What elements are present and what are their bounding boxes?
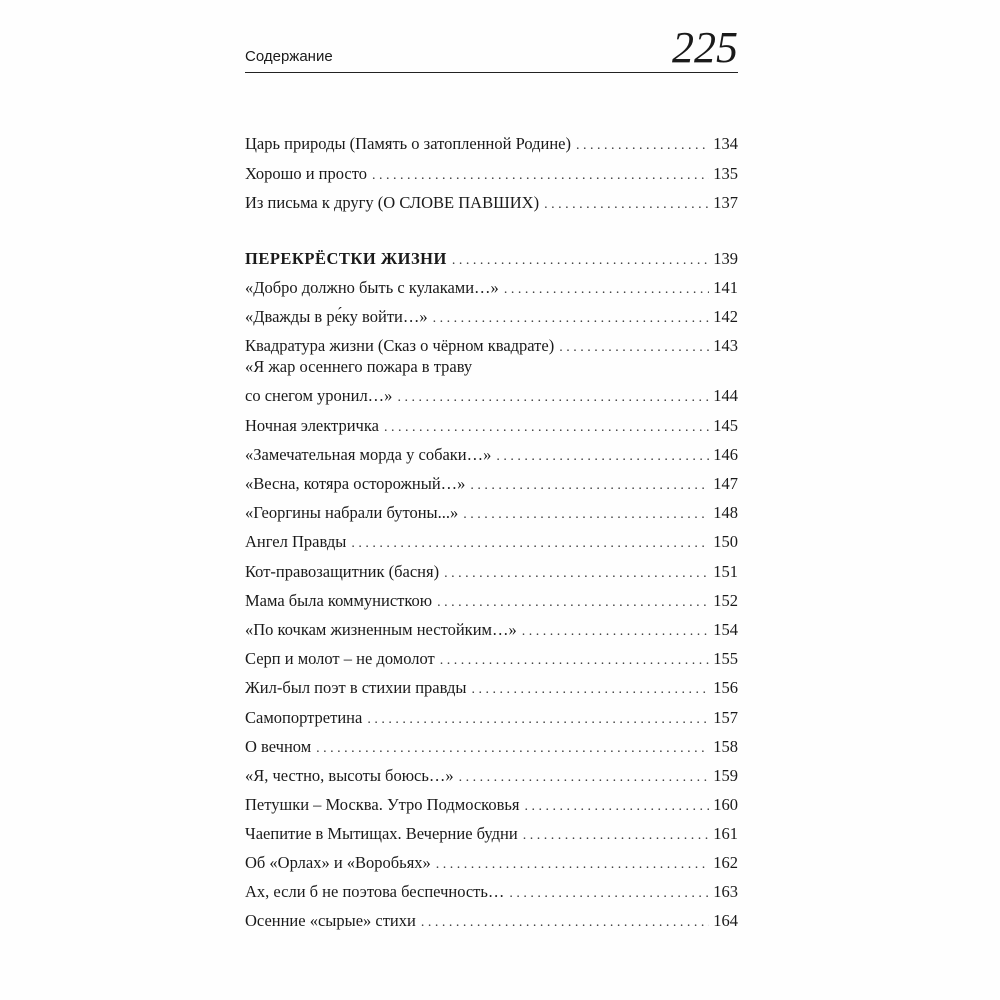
toc-entry-title-line1: «Я жар осеннего пожара в траву [245,357,473,376]
toc-entry [245,445,738,467]
toc-entry-page: 163 [713,882,738,901]
toc-entry [245,795,738,817]
dot-leader [367,710,709,730]
toc-entry-page: 157 [713,708,738,727]
toc-entry-page: 142 [713,307,738,326]
dot-leader [372,166,709,186]
toc-entry [245,193,738,215]
toc-entry-page: 139 [713,249,738,268]
toc-entry-page: 161 [713,824,738,843]
toc-entry [245,824,738,846]
toc-entry-page: 162 [713,853,738,872]
toc-entry-title: Самопортретина [245,708,363,727]
dot-leader [436,855,709,875]
dot-leader [444,564,709,584]
toc-entry-page: 145 [713,416,738,435]
running-header [245,23,738,72]
toc-entry-page: 137 [713,193,738,212]
toc-entry-title: Ах, если б не поэтова беспечность… [245,882,505,901]
dot-leader [351,534,709,554]
toc-entry-title: со снегом уронил…» [245,386,393,405]
dot-leader [437,593,709,613]
dot-leader [523,826,710,846]
toc-entry-page: 160 [713,795,738,814]
toc-entry-page: 158 [713,737,738,756]
dot-leader [452,251,709,271]
toc-entry-page: 146 [713,445,738,464]
toc-entry-page: 134 [713,134,738,153]
toc-entry-title: Серп и молот – не домолот [245,649,435,668]
toc-entry-page: 164 [713,911,738,930]
dot-leader [316,739,709,759]
page-number: 225 [672,23,738,72]
toc-entry-title: Ангел Правды [245,532,347,551]
toc-entry [245,307,738,329]
toc-entry [245,591,738,613]
toc-entry [245,503,738,525]
toc-entry-page: 144 [713,386,738,405]
toc-entry-title: Царь природы (Память о затопленной Родине) [245,134,572,153]
toc-entry [245,649,738,671]
toc-entry [245,766,738,788]
toc-entry-page: 152 [713,591,738,610]
toc-entry-page: 155 [713,649,738,668]
toc-entry-title: Осенние «сырые» стихи [245,911,416,930]
toc-entry [245,278,738,300]
toc-entry-title: «Добро должно быть с кулаками…» [245,278,499,297]
toc-entry-title: Кот-правозащитник (басня) [245,562,440,581]
toc-entry [245,853,738,875]
toc-entry-page: 156 [713,678,738,697]
dot-leader [470,476,709,496]
toc-entry [245,164,738,186]
dot-leader [525,797,710,817]
toc-entry-title: «Я, честно, высоты боюсь…» [245,766,454,785]
toc-entry-title: «Георгины набрали бутоны...» [245,503,459,522]
toc-entry [245,386,738,408]
toc-entry [245,911,738,933]
dot-leader [559,338,709,358]
dot-leader [522,622,710,642]
toc-entry-page: 141 [713,278,738,297]
toc-entry-page: 154 [713,620,738,639]
toc-entry-page: 135 [713,164,738,183]
toc-entry-page: 143 [713,336,738,355]
dot-leader [433,309,710,329]
header-rule [245,72,738,73]
toc-entry-title: Мама была коммунисткою [245,591,433,610]
toc-entry [245,620,738,642]
toc-entry-title: «Замечательная морда у собаки…» [245,445,492,464]
toc-entry-title: Жил-был поэт в стихии правды [245,678,467,697]
toc-entry-page: 147 [713,474,738,493]
dot-leader [463,505,709,525]
dot-leader [384,418,709,438]
toc-entry-title: Ночная электричка [245,416,379,435]
toc-entry-title: «По кочкам жизненным нестойким…» [245,620,517,639]
toc-entry-title: Об «Орлах» и «Воробьях» [245,853,431,872]
toc-entry [245,134,738,156]
dot-leader [459,768,710,788]
toc-entry-title: Хорошо и просто [245,164,367,183]
toc-entry-page: 148 [713,503,738,522]
toc-entry [245,708,738,730]
toc-entry-title: «Весна, котяра осторожный…» [245,474,466,493]
dot-leader [544,195,709,215]
toc-entry [245,678,738,700]
toc-entry-title: «Дважды в ре́ку войти…» [245,307,428,326]
toc-entry-title: О вечном [245,737,312,756]
section-name: Содержание [245,48,333,65]
dot-leader [496,447,709,467]
dot-leader [504,280,709,300]
toc-entry-title: Из письма к другу (О СЛОВЕ ПАВШИХ) [245,193,540,212]
toc-entry [245,336,738,358]
toc-entry-title: Чаепитие в Мытищах. Вечерние будни [245,824,518,843]
dot-leader [471,680,709,700]
toc-entry-title: Петушки – Москва. Утро Подмосковья [245,795,520,814]
toc-section-heading [245,249,738,271]
dot-leader [509,884,709,904]
dot-leader [576,136,709,156]
dot-leader [421,913,709,933]
toc-entry [245,474,738,496]
dot-leader [440,651,710,671]
toc-entry [245,562,738,584]
toc-entry-title: ПЕРЕКРЁСТКИ ЖИЗНИ [245,249,447,268]
toc-entry-title: Квадратура жизни (Сказ о чёрном квадрате) [245,336,555,355]
dot-leader [397,388,709,408]
toc-entry [245,532,738,554]
toc-entry-page: 159 [713,766,738,785]
toc-entry-page: 151 [713,562,738,581]
toc-entry [245,882,738,904]
toc-entry-page: 150 [713,532,738,551]
toc-entry [245,416,738,438]
toc-entry [245,737,738,759]
